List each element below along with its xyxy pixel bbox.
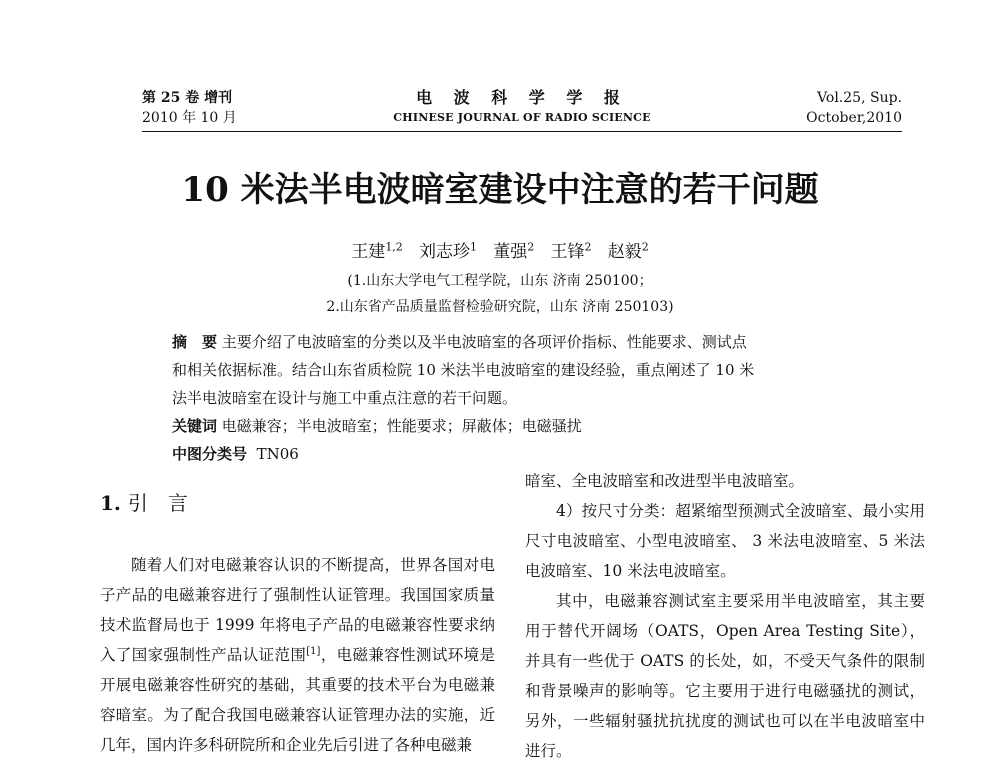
date-en: October,2010 <box>806 110 902 126</box>
intro-paragraph <box>100 550 495 760</box>
header-rule <box>142 131 902 132</box>
author: 赵毅$^2$ <box>607 240 649 262</box>
classification-label: 中图分类号 <box>172 445 248 463</box>
keywords <box>172 412 862 440</box>
abstract-label: 摘 要 <box>172 333 218 351</box>
volume-en: Vol.25, Sup. <box>817 90 902 106</box>
author: 王建$^{1,2}$ <box>351 240 403 262</box>
intro-text-b: ，电磁兼容性测试环境是开展电磁兼容性研究的基础，其重要的技术平台为电磁兼容暗室。为了配合我国电磁兼容认证管理办法的实施，近几年，国内许多科研院所和企业先后引进了各种电磁兼 <box>100 646 495 754</box>
affiliation-2: 2.山东省产品质量监督检验研究院，山东 济南 250103) <box>326 299 674 315</box>
header-center <box>142 88 902 128</box>
right-column <box>525 466 925 760</box>
author-list <box>0 240 1000 264</box>
section-title: 引 言 <box>127 491 188 515</box>
keywords-text: 电磁兼容；半电波暗室；性能要求；屏蔽体；电磁骚扰 <box>221 417 582 435</box>
abstract-block <box>172 328 862 468</box>
section-number: 1. <box>100 491 121 515</box>
abstract-line: 法半电波暗室在设计与施工中重点注意的若干问题。 <box>172 389 518 407</box>
abstract <box>172 328 862 412</box>
paragraph: 其中，电磁兼容测试室主要采用半电波暗室，其主要用于替代开阔场（OATS，Open Area Testing Site），并具有一些优于 OATS 的长处，如，不受天气条件的限制和背景噪声的影响等。它主要用于进行电磁骚扰的测试，另外，一些辐射骚扰抗扰度的测试也可以在半电波暗室中进行。 <box>525 592 925 760</box>
journal-header <box>142 88 902 132</box>
abstract-line: 主要介绍了电波暗室的分类以及半电波暗室的各项评价指标、性能要求、测试点 <box>221 333 747 351</box>
author: 王锋$^2$ <box>550 240 592 262</box>
affiliation-1: (1.山东大学电气工程学院，山东 济南 250100； <box>347 273 653 289</box>
journal-name-cn: 电 波 科 学 学 报 <box>416 88 628 107</box>
left-column <box>100 480 495 760</box>
paragraph: 暗室、全电波暗室和改进型半电波暗室。 <box>525 472 805 490</box>
section-heading <box>100 488 495 518</box>
keywords-label: 关键词 <box>172 417 218 435</box>
intro-text-a: 随着人们对电磁兼容认识的不断提高，世界各国对电子产品的电磁兼容进行了强制性认证管理。我国国家质量技术监督局也于 1999 年将电子产品的电磁兼容性要求纳入了国家强制性产品认证范围 <box>100 556 495 664</box>
abstract-line: 和相关依据标准。结合山东省质检院 10 米法半电波暗室的建设经验，重点阐述了 10 米 <box>172 361 755 379</box>
author: 董强$^2$ <box>493 240 535 262</box>
author: 刘志珍$^1$ <box>419 240 478 262</box>
paragraph: 4）按尺寸分类：超紧缩型预测式全波暗室、最小实用尺寸电波暗室、小型电波暗室、 3 米法电波暗室、5 米法电波暗室、10 米法电波暗室。 <box>525 502 925 580</box>
volume-cn: 第 25 卷 增刊 <box>142 90 233 106</box>
citation: [1] <box>306 645 321 657</box>
date-cn: 2010 年 10 月 <box>142 110 237 126</box>
classification <box>172 440 862 468</box>
journal-name-en: CHINESE JOURNAL OF RADIO SCIENCE <box>393 111 651 124</box>
paper-title: 10 米法半电波暗室建设中注意的若干问题 <box>181 170 819 210</box>
classification-code: TN06 <box>256 445 299 463</box>
header-right <box>806 88 902 128</box>
